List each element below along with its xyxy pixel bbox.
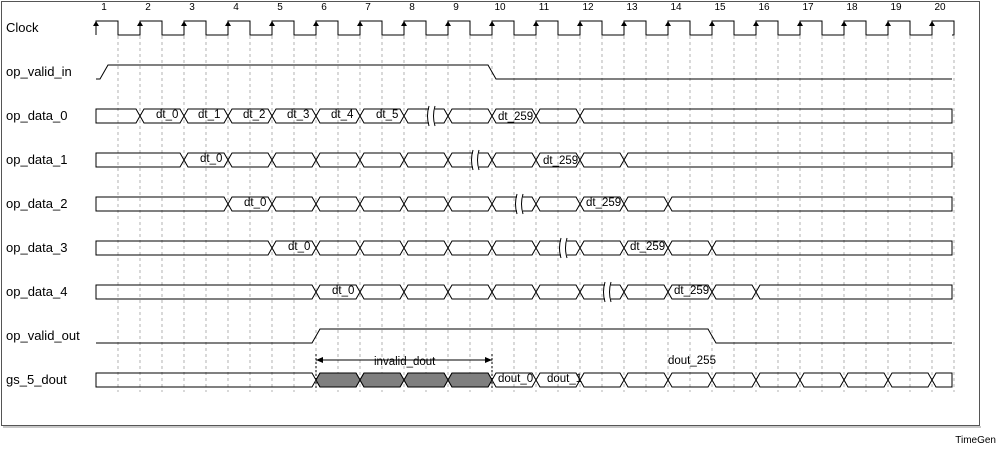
invalid-dout-segment — [448, 373, 492, 387]
clock-edge-arrow — [181, 21, 187, 26]
op-data-0-value: dt_259 — [498, 111, 534, 123]
cycle-number: 6 — [321, 2, 327, 13]
clock-edge-arrow — [533, 21, 539, 26]
op-valid-in-waveform — [96, 65, 952, 79]
clock-edge-arrow — [357, 21, 363, 26]
clock-edge-arrow — [841, 21, 847, 26]
op-data-0-value: dt_4 — [331, 109, 354, 121]
clock-edge-arrow — [137, 21, 143, 26]
signal-label-op-data-0: op_data_0 — [6, 108, 68, 123]
cycle-number: 18 — [846, 2, 858, 13]
clock-edge-arrow — [401, 21, 407, 26]
clock-edge-arrow — [489, 21, 495, 26]
cycle-number: 17 — [802, 2, 814, 13]
timegen-watermark: TimeGen — [955, 435, 996, 446]
invalid-dout-annotation: invalid_dout — [374, 356, 436, 368]
cycle-number: 13 — [626, 2, 638, 13]
op-data-2-value: dt_259 — [586, 197, 622, 209]
cycle-number: 5 — [277, 2, 283, 13]
op-data-2-bus — [668, 204, 952, 211]
signal-label-op-data-3: op_data_3 — [6, 240, 68, 255]
signal-label-op-data-2: op_data_2 — [6, 196, 68, 211]
clock-edge-arrow — [709, 21, 715, 26]
cycle-number: 8 — [409, 2, 415, 13]
gs-5-dout-value: dout_0 — [498, 373, 534, 385]
signal-label-op-data-1: op_data_1 — [6, 152, 68, 167]
op-data-0-bus — [580, 116, 952, 123]
clock-edge-arrow — [93, 21, 99, 26]
signal-label-clock: Clock — [6, 20, 39, 35]
cycle-number: 19 — [890, 2, 902, 13]
op-data-2-value: dt_0 — [244, 197, 267, 209]
op-data-0-value: dt_5 — [376, 109, 399, 121]
cycle-number: 20 — [934, 2, 946, 13]
op-data-1-value: dt_259 — [543, 155, 579, 167]
invalid-dout-segment — [404, 373, 448, 387]
clock-edge-arrow — [885, 21, 891, 26]
op-data-1-bus — [624, 160, 952, 167]
cycle-number: 12 — [582, 2, 594, 13]
op-data-3-value: dt_0 — [288, 241, 311, 253]
invalid-dout-segment — [316, 373, 360, 387]
signal-label-op-data-4: op_data_4 — [6, 284, 68, 299]
op-data-4-value: dt_259 — [674, 285, 710, 297]
cycle-number: 2 — [145, 2, 151, 13]
clock-edge-arrow — [665, 21, 671, 26]
clock-edge-arrow — [313, 21, 319, 26]
cycle-number: 14 — [670, 2, 682, 13]
clock-edge-arrow — [269, 21, 275, 26]
clock-edge-arrow — [225, 21, 231, 26]
op-data-1-bus — [624, 153, 952, 160]
cycle-number: 10 — [494, 2, 506, 13]
clock-edge-arrow — [577, 21, 583, 26]
op-data-2-bus — [668, 197, 952, 204]
op-data-0-value: dt_2 — [243, 109, 266, 121]
op-data-3-bus — [712, 248, 952, 255]
dout-255-annotation: dout_255 — [668, 355, 716, 367]
op-data-0-bus — [580, 109, 952, 116]
signal-label-op-valid-in: op_valid_in — [6, 64, 72, 79]
op-data-4-bus — [756, 285, 952, 292]
clock-edge-arrow — [621, 21, 627, 26]
cycle-number: 16 — [758, 2, 770, 13]
cycle-number: 11 — [538, 2, 550, 13]
gs-5-dout-bus — [932, 380, 952, 387]
invalid-dout-segment — [360, 373, 404, 387]
op-data-3-bus — [712, 241, 952, 248]
op-valid-out-waveform — [96, 329, 952, 343]
op-data-4-bus — [756, 292, 952, 299]
cycle-number: 1 — [101, 2, 107, 13]
cycle-number: 9 — [453, 2, 459, 13]
op-data-0-value: dt_0 — [156, 109, 179, 121]
op-data-4-value: dt_0 — [332, 285, 355, 297]
gs-5-dout-bus — [932, 373, 952, 380]
gs-5-dout-value: dout_1 — [547, 373, 583, 385]
op-data-0-value: dt_3 — [287, 109, 310, 121]
op-data-1-value: dt_0 — [200, 153, 223, 165]
signal-label-gs-5-dout: gs_5_dout — [6, 372, 67, 387]
clock-edge-arrow — [797, 21, 803, 26]
cycle-number: 7 — [365, 2, 371, 13]
op-data-3-value: dt_259 — [630, 241, 666, 253]
clock-edge-arrow — [753, 21, 759, 26]
arrow-head-right — [485, 357, 492, 363]
clock-edge-arrow — [929, 21, 935, 26]
arrow-head-left — [316, 357, 323, 363]
op-data-0-value: dt_1 — [198, 109, 221, 121]
signal-label-op-valid-out: op_valid_out — [6, 328, 80, 343]
cycle-number: 4 — [233, 2, 239, 13]
cycle-number: 3 — [189, 2, 195, 13]
cycle-number: 15 — [714, 2, 726, 13]
clock-edge-arrow — [445, 21, 451, 26]
clock-waveform — [96, 21, 954, 35]
